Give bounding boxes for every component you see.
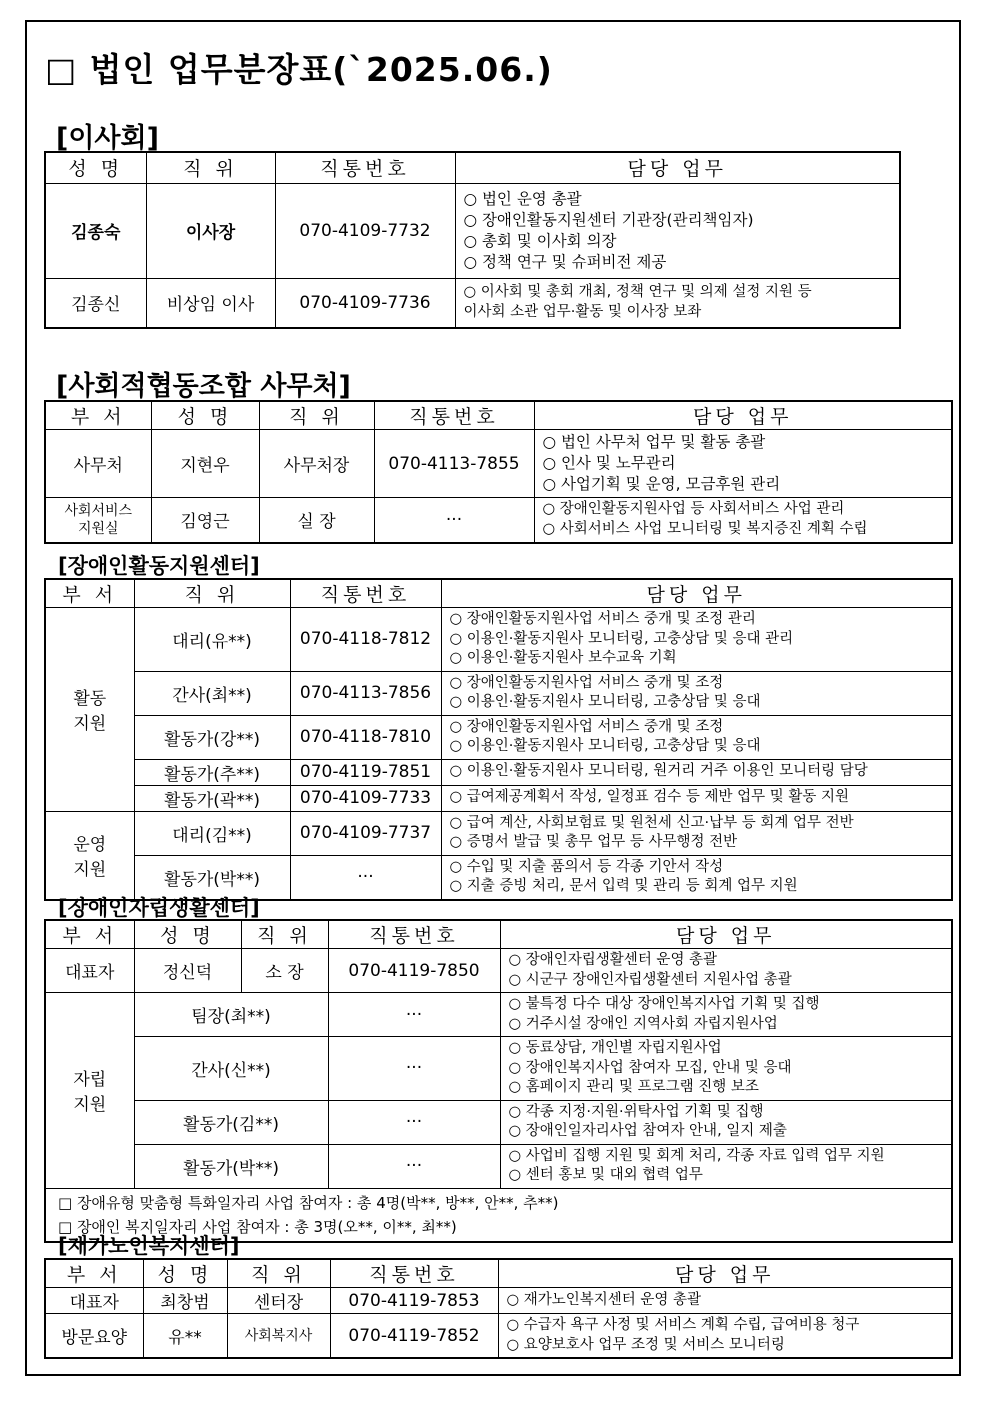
- duty-line: ○ 급여 계산, 사회보험료 및 원천세 신고·납부 등 회계 업무 전반: [449, 814, 854, 831]
- dept-cell: 사무처: [45, 430, 151, 498]
- dept-cell: 방문요양: [45, 1314, 143, 1359]
- table-row: [45, 811, 952, 855]
- board-table: [44, 151, 901, 329]
- duty-cell: [441, 608, 952, 672]
- col-header: 담당 업무: [498, 1259, 952, 1288]
- position-cell: 이사장: [146, 183, 275, 278]
- name-cell: 유**: [143, 1314, 227, 1359]
- col-header: 직 위: [134, 579, 290, 608]
- position-cell: 실 장: [259, 498, 374, 543]
- duty-line: ○ 사회서비스 사업 모니터링 및 복지증진 계획 수립: [542, 520, 868, 537]
- position-cell: 사회복지사: [227, 1314, 330, 1359]
- duty-line: ○ 홈페이지 관리 및 프로그램 진행 보조: [508, 1079, 759, 1095]
- phone-cell: 070-4113-7856: [290, 671, 441, 715]
- duty-cell: [441, 715, 952, 759]
- name-cell: 정신덕: [134, 949, 241, 993]
- phone-cell: ···: [290, 855, 441, 900]
- duty-line: ○ 이용인·활동지원사 모니터링, 고충상담 및 응대: [449, 738, 761, 754]
- independent-heading: [장애인자립생활센터]: [58, 896, 260, 920]
- duty-cell: [500, 993, 952, 1037]
- duty-line: ○ 센터 홍보 및 대외 협력 업무: [508, 1167, 703, 1183]
- table-row: [45, 759, 952, 785]
- col-header: 성 명: [143, 1259, 227, 1288]
- office-table: [44, 400, 953, 544]
- dept-line: 사회서비스: [64, 502, 133, 519]
- position-cell: 소 장: [241, 949, 328, 993]
- phone-cell: 070-4109-7733: [290, 785, 441, 811]
- position-cell: 활동가(강**): [134, 715, 290, 759]
- col-header: 직통번호: [328, 920, 500, 949]
- duty-line: 이사회 소관 업무·활동 및 이사장 보좌: [463, 303, 702, 320]
- position-cell: 비상임 이사: [146, 278, 275, 328]
- table-row: [45, 1037, 952, 1101]
- duty-line: ○ 장애인복지사업 참여자 모집, 안내 및 응대: [508, 1059, 792, 1076]
- independent-table: [44, 919, 953, 1243]
- note-line: □ 장애인 복지일자리 사업 참여자 : 총 3명(오**, 이**, 최**): [58, 1217, 457, 1236]
- duty-line: ○ 장애인활동지원사업 서비스 중개 및 조정: [449, 674, 724, 691]
- duty-line: ○ 총회 및 이사회 의장: [463, 231, 617, 250]
- col-header: 부 서: [45, 401, 151, 430]
- dept-line: 지원: [73, 1095, 107, 1116]
- duty-line: ○ 이용인·활동지원사 모니터링, 원거리 거주 이용인 모니터링 담당: [449, 763, 868, 780]
- duty-line: ○ 동료상담, 개인별 자립지원사업: [508, 1040, 722, 1056]
- duty-line: ○ 각종 지정·지원·위탁사업 기획 및 집행: [508, 1103, 764, 1120]
- col-header: 직통번호: [290, 579, 441, 608]
- phone-cell: 070-4119-7851: [290, 759, 441, 785]
- activity-heading: [장애인활동지원센터]: [58, 554, 260, 578]
- table-row: [45, 785, 952, 811]
- col-header: 직통번호: [330, 1259, 498, 1288]
- duty-line: ○ 요양보호사 업무 조정 및 서비스 모니터링: [506, 1336, 785, 1353]
- dept-cell: [45, 498, 151, 543]
- dept-cell: [45, 811, 134, 900]
- col-header: 담당 업무: [500, 920, 952, 949]
- col-header: 부 서: [45, 579, 134, 608]
- phone-cell: 070-4109-7736: [275, 278, 455, 328]
- col-header: 담당 업무: [441, 579, 952, 608]
- duty-cell: [498, 1314, 952, 1359]
- phone-cell: 070-4118-7812: [290, 608, 441, 672]
- duty-cell: [441, 855, 952, 900]
- duty-cell: [441, 785, 952, 811]
- duty-cell: [441, 811, 952, 855]
- elder-heading: [재가노인복지센터]: [58, 1234, 240, 1258]
- phone-cell: 070-4119-7850: [328, 949, 500, 993]
- duty-line: ○ 증명서 발급 및 총무 업무 등 사무행정 전반: [449, 834, 738, 850]
- duty-line: ○ 이용인·활동지원사 모니터링, 고충상담 및 응대: [449, 694, 761, 710]
- duty-cell: [534, 498, 952, 543]
- duty-cell: [534, 430, 952, 498]
- position-cell: 활동가(추**): [134, 759, 290, 785]
- duty-line: ○ 수급자 욕구 사정 및 서비스 계획 수립, 급여비용 청구: [506, 1317, 860, 1333]
- table-row: [45, 1144, 952, 1188]
- table-row: [45, 949, 952, 993]
- duty-line: ○ 수입 및 지출 품의서 등 각종 기안서 작성: [449, 858, 724, 875]
- col-header: 성 명: [151, 401, 259, 430]
- duty-cell: [455, 278, 900, 328]
- board-heading: [이사회]: [56, 123, 159, 154]
- dept-line: 지원: [73, 714, 107, 735]
- duty-line: ○ 재가노인복지센터 운영 총괄: [506, 1291, 702, 1308]
- dept-cell: [45, 608, 134, 812]
- duty-cell: [500, 1037, 952, 1101]
- phone-cell: ···: [374, 498, 534, 543]
- position-cell: 활동가(김**): [134, 1100, 328, 1144]
- table-row: [45, 715, 952, 759]
- position-cell: 사무처장: [259, 430, 374, 498]
- name-cell: 김종숙: [45, 183, 146, 278]
- duty-line: ○ 급여제공계획서 작성, 일정표 검수 등 제반 업무 및 활동 지원: [449, 789, 850, 806]
- duty-line: ○ 장애인활동지원사업 등 사회서비스 사업 관리: [542, 501, 845, 518]
- position-cell: 활동가(박**): [134, 1144, 328, 1188]
- table-row: [45, 1314, 952, 1359]
- duty-cell: [441, 759, 952, 785]
- phone-cell: ···: [328, 1144, 500, 1188]
- duty-cell: [500, 1144, 952, 1188]
- duty-line: ○ 장애인활동지원센터 기관장(관리책임자): [463, 210, 754, 229]
- name-cell: 김종신: [45, 278, 146, 328]
- phone-cell: ···: [328, 993, 500, 1037]
- dept-cell: [45, 993, 134, 1189]
- duty-line: ○ 정책 연구 및 슈퍼비전 제공: [463, 252, 667, 271]
- table-row: [45, 671, 952, 715]
- phone-cell: 070-4119-7853: [330, 1288, 498, 1314]
- duty-line: ○ 이용인·활동지원사 보수교육 기획: [449, 650, 677, 666]
- duty-line: ○ 이용인·활동지원사 모니터링, 고충상담 및 응대 관리: [449, 630, 794, 647]
- duty-cell: [498, 1288, 952, 1314]
- dept-line: 운영: [73, 835, 107, 855]
- position-cell: 대리(김**): [134, 811, 290, 855]
- duty-cell: [455, 183, 900, 278]
- duty-line: ○ 사업비 집행 지원 및 회계 처리, 각종 자료 입력 업무 지원: [508, 1147, 885, 1164]
- col-header: 성 명: [45, 152, 146, 183]
- table-row: [45, 608, 952, 672]
- col-header: 직 위: [259, 401, 374, 430]
- office-heading: [사회적협동조합 사무처]: [56, 371, 351, 402]
- table-row: [45, 993, 952, 1037]
- duty-line: ○ 장애인활동지원사업 서비스 중개 및 조정 관리: [449, 611, 756, 627]
- phone-cell: 070-4109-7732: [275, 183, 455, 278]
- col-header: 성 명: [134, 920, 241, 949]
- name-cell: 지현우: [151, 430, 259, 498]
- col-header: 직 위: [227, 1259, 330, 1288]
- phone-cell: 070-4118-7810: [290, 715, 441, 759]
- duty-line: ○ 인사 및 노무관리: [542, 454, 676, 472]
- note-line: □ 장애유형 맞춤형 특화일자리 사업 참여자 : 총 4명(박**, 방**, 안**, 추**): [58, 1193, 559, 1212]
- position-cell: 활동가(곽**): [134, 785, 290, 811]
- duty-line: ○ 시군구 장애인자립생활센터 지원사업 총괄: [508, 971, 792, 988]
- col-header: 부 서: [45, 1259, 143, 1288]
- duty-line: ○ 불특정 다수 대상 장애인복지사업 기획 및 집행: [508, 996, 820, 1012]
- elder-table: [44, 1258, 953, 1359]
- dept-line: 활동: [73, 689, 107, 710]
- duty-line: ○ 이사회 및 총회 개최, 정책 연구 및 의제 설정 지원 등: [463, 284, 812, 301]
- phone-cell: ···: [328, 1100, 500, 1144]
- duty-cell: [441, 671, 952, 715]
- dept-line: 지원: [73, 860, 107, 880]
- duty-cell: [500, 949, 952, 993]
- table-row: [45, 498, 952, 543]
- duty-line: ○ 장애인활동지원사업 서비스 중개 및 조정: [449, 718, 724, 735]
- duty-line: ○ 장애인일자리사업 참여자 안내, 일지 제출: [508, 1123, 787, 1139]
- table-row: [45, 278, 900, 328]
- position-cell: 간사(최**): [134, 671, 290, 715]
- col-header: 담당 업무: [455, 152, 900, 183]
- duty-cell: [500, 1100, 952, 1144]
- position-cell: 팀장(최**): [134, 993, 328, 1037]
- duty-line: ○ 지출 증빙 처리, 문서 입력 및 관리 등 회계 업무 지원: [449, 878, 798, 894]
- dept-line: 자립: [73, 1070, 107, 1091]
- table-row: [45, 1288, 952, 1314]
- phone-cell: ···: [328, 1037, 500, 1101]
- phone-cell: 070-4113-7855: [374, 430, 534, 498]
- activity-table: [44, 578, 953, 901]
- col-header: 직통번호: [374, 401, 534, 430]
- position-cell: 대리(유**): [134, 608, 290, 672]
- col-header: 직 위: [241, 920, 328, 949]
- duty-line: ○ 거주시설 장애인 지역사회 자립지원사업: [508, 1015, 778, 1032]
- duty-line: ○ 법인 사무처 업무 및 활동 총괄: [542, 433, 766, 451]
- col-header: 직 위: [146, 152, 275, 183]
- table-row: [45, 430, 952, 498]
- position-cell: 간사(신**): [134, 1037, 328, 1101]
- phone-cell: 070-4109-7737: [290, 811, 441, 855]
- col-header: 부 서: [45, 920, 134, 949]
- duty-line: ○ 법인 운영 총괄: [463, 189, 582, 208]
- phone-cell: 070-4119-7852: [330, 1314, 498, 1359]
- table-row: [45, 183, 900, 278]
- dept-cell: 대표자: [45, 1288, 143, 1314]
- duty-line: ○ 장애인자립생활센터 운영 총괄: [508, 952, 718, 968]
- name-cell: 최창범: [143, 1288, 227, 1314]
- table-row: [45, 1100, 952, 1144]
- col-header: 담당 업무: [534, 401, 952, 430]
- col-header: 직통번호: [275, 152, 455, 183]
- duty-line: ○ 사업기획 및 운영, 모금후원 관리: [542, 475, 781, 493]
- position-cell: 센터장: [227, 1288, 330, 1314]
- page-title: □ 법인 업무분장표(`2025.06.): [45, 50, 553, 89]
- dept-line: 지원실: [77, 520, 119, 537]
- dept-cell: 대표자: [45, 949, 134, 993]
- name-cell: 김영근: [151, 498, 259, 543]
- position-cell: 활동가(박**): [134, 855, 290, 900]
